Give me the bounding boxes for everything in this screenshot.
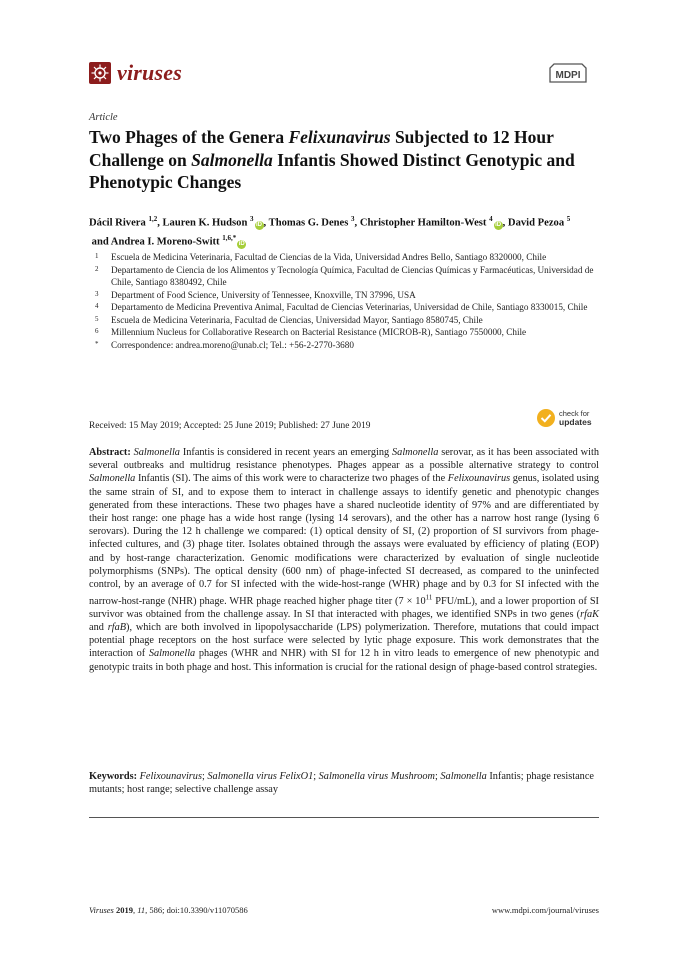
text-segment: ;: [201, 771, 208, 782]
affiliation-text: Departamento de Medicina Preventiva Animal, Facultad de Ciencias Veterinarias, Universidad de Chile, Santiago 8330015, Chile: [111, 302, 588, 312]
text-segment: phages (WHR and NHR) with SI for 12 h in vitro leads to emergence of new phenotypic and genotypic traits in both phage and host. This information is crucial for the rational design of phage-based control strategies.: [89, 648, 602, 673]
affiliation-item: [89, 314, 599, 327]
affiliation-number: 6: [95, 327, 99, 335]
check-updates-line2: updates: [559, 417, 592, 427]
check-updates-line1: check for: [559, 409, 590, 418]
affiliation-item: [89, 289, 599, 302]
text-segment: ;: [434, 771, 441, 782]
text-segment: Infantis is considered in recent years an emerging: [179, 447, 393, 458]
affiliation-text: Millennium Nucleus for Collaborative Research on Bacterial Resistance (MICROB-R), Santiago 7550000, Chile: [111, 327, 527, 337]
mdpi-logo: [546, 62, 590, 84]
affiliations: [89, 251, 599, 351]
section-divider: [89, 817, 599, 818]
text-segment: ;: [313, 771, 319, 782]
author-name: Lauren K. Hudson: [162, 217, 251, 229]
author-affiliation-marker: 5: [566, 215, 571, 223]
keywords: [89, 770, 599, 796]
journal-name: viruses: [117, 60, 182, 85]
text-segment: genus, isolated using the same strain of SI, and to expose them to interact in challenge assays to identify genetic and phenotypic changes generated from these interactions. These two phages have a shared nucleotide identity of 97% and are differentiated by their host range: one phage has a wide host range (lysing 14 serovars), and the other has a narrow host range (lysing 6 serovars). During the 12 h challenge we compared: (1) optical density of SI, (2) proportion of SI survivors from phage-infected cultures, and (3) phage titer. Isolates obtained through the assays were evaluated by efficiency of plating (EOP) and by host-range characterization. Genomic modifications were characterized by evaluation of single nucleotide polymorphisms (SNPs). The optical density (600 nm) of phage-infected SI decreased, as compared to the uninfected control, by an average of 0.7 for SI infected with the wide-host-range (WHR) phage and by 0.3 for SI infected with the narrow-host-range (NHR) phage. WHR phage reached higher phage titer (7 × 10: [89, 473, 602, 607]
text-segment: rfaK: [580, 608, 599, 620]
orcid-icon[interactable]: iD: [238, 240, 245, 247]
author-separator: ,: [354, 217, 360, 229]
text-segment: Salmonella: [392, 447, 439, 458]
text-segment: Salmonella: [440, 771, 487, 782]
article-type: Article: [89, 112, 118, 123]
author-name: Christopher Hamilton-West: [359, 217, 490, 229]
orcid-icon[interactable]: iD: [495, 221, 502, 228]
author-affiliation-marker: 3: [351, 215, 355, 223]
author-list: [89, 212, 599, 250]
virus-logo-icon: [89, 62, 111, 84]
affiliation-text: Escuela de Medicina Veterinaria, Facultad de Ciencias de la Vida, Universidad Andres Bello, Santiago 8320000, Chile: [111, 252, 547, 262]
affiliation-item: [89, 301, 599, 314]
keywords-text: [89, 771, 597, 795]
paper-title: Two Phages of the Genera Felixunavirus Subjected to 12 Hour Challenge on Salmonella Infantis Showed Distinct Genotypic and Phenotypic Changes: [89, 127, 575, 192]
keywords-label: Keywords:: [89, 771, 138, 782]
abstract: [89, 446, 602, 674]
affiliation-text: Departamento de Ciencia de los Alimentos y Tecnología Química, Facultad de Ciencias Químicas y Farmacéuticas, Universidad de Chile, Santiago 8380492, Chile: [111, 264, 594, 287]
check-for-updates[interactable]: [536, 408, 592, 428]
author-name: Thomas G. Denes: [268, 217, 352, 229]
check-updates-icon: [536, 408, 556, 428]
text-segment: PFU/mL), and a lower proportion of SI survivor was obtained from the challenge assay. In SI that interacted with phages, we identified SNPs in two genes (: [89, 595, 602, 620]
text-segment: Infantis; phage resistance mutants; host range; selective challenge assay: [89, 771, 597, 796]
publication-dates: Received: 15 May 2019; Accepted: 25 June 2019; Published: 27 June 2019: [89, 421, 371, 431]
affiliation-text: Department of Food Science, University of Tennessee, Knoxville, TN 37996, USA: [111, 289, 416, 300]
text-segment: 11: [425, 593, 433, 602]
abstract-label: Abstract:: [89, 447, 131, 458]
affiliation-item: [89, 339, 599, 352]
affiliation-text: Escuela de Medicina Veterinaria, Facultad de Ciencias, Universidad Mayor, Santiago 8580745, Chile: [111, 314, 483, 325]
author-affiliation-marker: 1,6,*: [222, 234, 237, 243]
text-segment: Felixounavirus: [139, 771, 202, 782]
affiliation-item: [89, 326, 599, 339]
affiliation-number: 1: [95, 252, 99, 260]
text-segment: rfaB: [107, 622, 127, 634]
citation-footer: Viruses 2019, 11, 586; doi:10.3390/v11070586: [89, 905, 248, 915]
text-segment: Salmonella: [89, 473, 136, 485]
affiliation-text: Correspondence: andrea.moreno@unab.cl; Tel.: +56-2-2770-3680: [111, 339, 354, 350]
affiliation-item: [89, 251, 599, 264]
author-separator: ,: [502, 217, 508, 229]
author-affiliation-marker: 4: [489, 215, 493, 223]
orcid-icon[interactable]: iD: [256, 221, 263, 228]
text-segment: and: [89, 608, 602, 634]
author-separator: ,: [263, 217, 269, 229]
author-name: Andrea I. Moreno-Switt: [110, 236, 223, 248]
affiliation-item: [89, 264, 599, 289]
text-segment: Felixounavirus: [447, 473, 511, 485]
text-segment: Salmonella virus FelixO1: [207, 771, 314, 782]
text-segment: Infantis (SI). The aims of this work were to characterize two phages of the: [135, 473, 448, 485]
author-affiliation-marker: 3: [250, 215, 254, 223]
affiliation-number: 2: [95, 264, 99, 273]
author-name: David Pezoa: [507, 217, 567, 229]
abstract-text: [89, 447, 602, 673]
text-segment: Salmonella: [148, 648, 196, 660]
affiliation-number: 5: [95, 314, 99, 323]
text-segment: ), which are both involved in lipopolysaccharide (LPS) polymerization. Therefore, mutations that could impact potential phage receptors on the host surface were selected by lytic phage exposure. This work demonstrates that the interaction of: [89, 622, 602, 660]
text-segment: Salmonella: [133, 447, 180, 458]
journal-logo: [89, 60, 182, 86]
author-separator: ,: [157, 217, 163, 229]
author-affiliation-marker: 1,2: [148, 215, 158, 223]
journal-url[interactable]: www.mdpi.com/journal/viruses: [491, 905, 599, 915]
affiliation-number: 3: [95, 289, 99, 298]
publisher-name: MDPI: [555, 70, 581, 81]
author-name: Dácil Rivera: [89, 217, 149, 229]
affiliation-number: 4: [95, 302, 99, 310]
author-separator: and: [89, 236, 111, 248]
text-segment: serovar, as it has been associated with several outbreaks and multidrug resistance phenotypes. Phages appear as a possible alternative strategy to control: [89, 447, 602, 472]
affiliation-number: *: [95, 339, 99, 348]
text-segment: Salmonella virus Mushroom: [318, 771, 435, 782]
